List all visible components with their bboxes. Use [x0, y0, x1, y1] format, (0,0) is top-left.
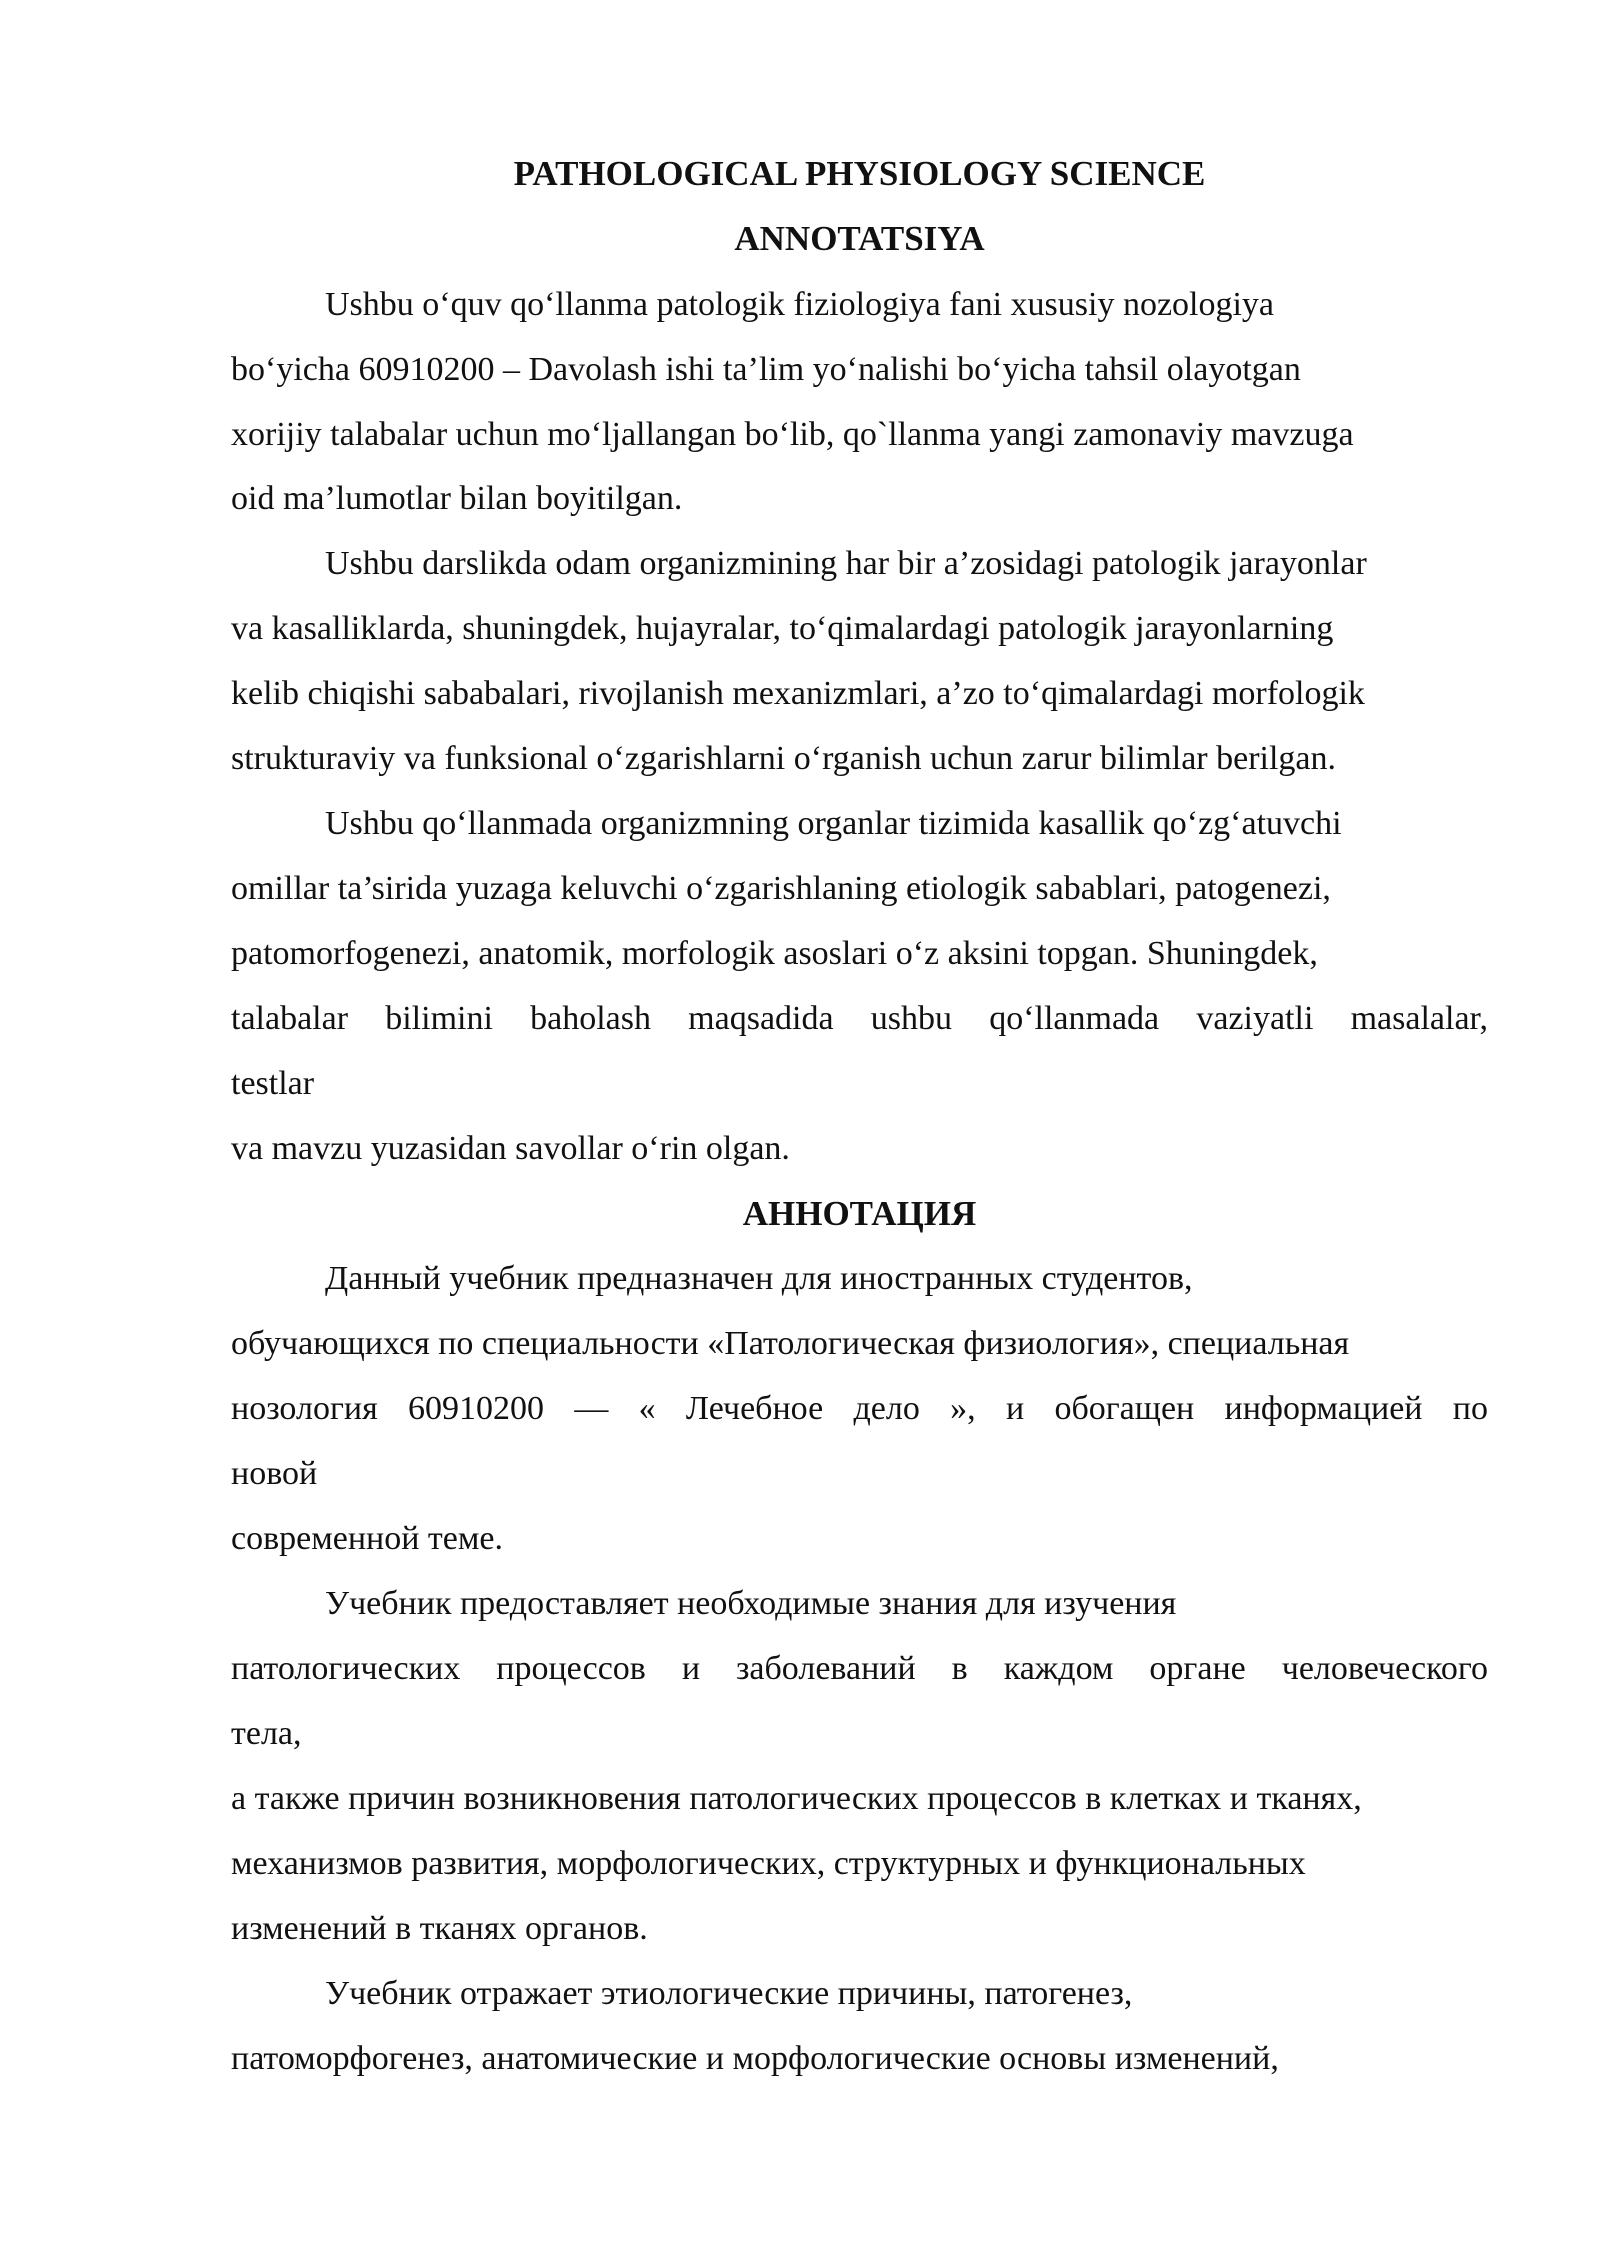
russian-heading: АННОТАЦИЯ	[742, 1194, 977, 1233]
russian-paragraph-line: механизмов развития, морфологических, структурных и функциональных	[231, 1845, 1306, 1882]
uzbek-paragraph-line: oid ma’lumotlar bilan boyitilgan.	[231, 480, 683, 517]
russian-paragraph-line: а также причин возникновения патологических процессов в клетках и тканях,	[231, 1780, 1362, 1817]
russian-paragraph-line: обучающихся по специальности «Патологическая физиология», специальная	[231, 1325, 1350, 1362]
uzbek-paragraph-line: Ushbu o‘quv qo‘llanma patologik fiziologiya fani xususiy nozologiya	[325, 286, 1275, 323]
uzbek-paragraph-line: testlar	[231, 1065, 315, 1102]
russian-paragraph-line: современной теме.	[231, 1520, 503, 1557]
russian-paragraph-line: Учебник отражает этиологические причины, патогенез,	[325, 1975, 1133, 2012]
uzbek-paragraph-line: Ushbu qo‘llanmada organizmning organlar tizimida kasallik qo‘zg‘atuvchi	[325, 805, 1342, 842]
uzbek-paragraph-line: strukturaviy va funksional o‘zgarishlarni o‘rganish uchun zarur bilimlar berilgan.	[231, 740, 1336, 777]
russian-paragraph-line: Данный учебник предназначен для иностранных студентов,	[325, 1260, 1193, 1297]
russian-paragraph-line: патоморфогенез, анатомические и морфологические основы изменений,	[231, 2040, 1279, 2077]
uzbek-paragraph-line: kelib chiqishi sababalari, rivojlanish mexanizmlari, a’zo to‘qimalardagi morfologik	[231, 675, 1365, 712]
uzbek-paragraph-line: omillar ta’sirida yuzaga keluvchi o‘zgarishlaning etiologik sabablari, patogenezi,	[231, 870, 1331, 907]
russian-paragraph-line: тела,	[231, 1715, 302, 1752]
russian-paragraph-line: изменений в тканях органов.	[231, 1910, 648, 1947]
uzbek-paragraph-line: va mavzu yuzasidan savollar o‘rin olgan.	[231, 1130, 790, 1167]
document-title: PATHOLOGICAL PHYSIOLOGY SCIENCE	[513, 154, 1206, 193]
russian-paragraph-line: нозология 60910200 — « Лечебное дело », и обогащен информацией по	[231, 1390, 1488, 1427]
uzbek-paragraph-line: bo‘yicha 60910200 – Davolash ishi ta’lim yo‘nalishi bo‘yicha tahsil olayotgan	[231, 351, 1301, 388]
uzbek-paragraph-line: Ushbu darslikda odam organizmining har bir a’zosidagi patologik jarayonlar	[325, 545, 1367, 582]
uzbek-paragraph-line: va kasalliklarda, shuningdek, hujayralar, to‘qimalardagi patologik jarayonlarning	[231, 610, 1334, 647]
uzbek-paragraph-line: patomorfogenezi, anatomik, morfologik asoslari o‘z aksini topgan. Shuningdek,	[231, 935, 1318, 972]
russian-paragraph-line: новой	[231, 1455, 318, 1492]
uzbek-paragraph-line: xorijiy talabalar uchun mo‘ljallangan bo‘lib, qo`llanma yangi zamonaviy mavzuga	[231, 416, 1354, 453]
russian-paragraph-line: патологических процессов и заболеваний в каждом органе человеческого	[231, 1650, 1488, 1687]
uzbek-heading: ANNOTATSIYA	[734, 219, 985, 258]
uzbek-paragraph-line: talabalar bilimini baholash maqsadida ushbu qo‘llanmada vaziyatli masalalar,	[231, 1000, 1488, 1037]
russian-paragraph-line: Учебник предоставляет необходимые знания для изучения	[325, 1585, 1177, 1622]
